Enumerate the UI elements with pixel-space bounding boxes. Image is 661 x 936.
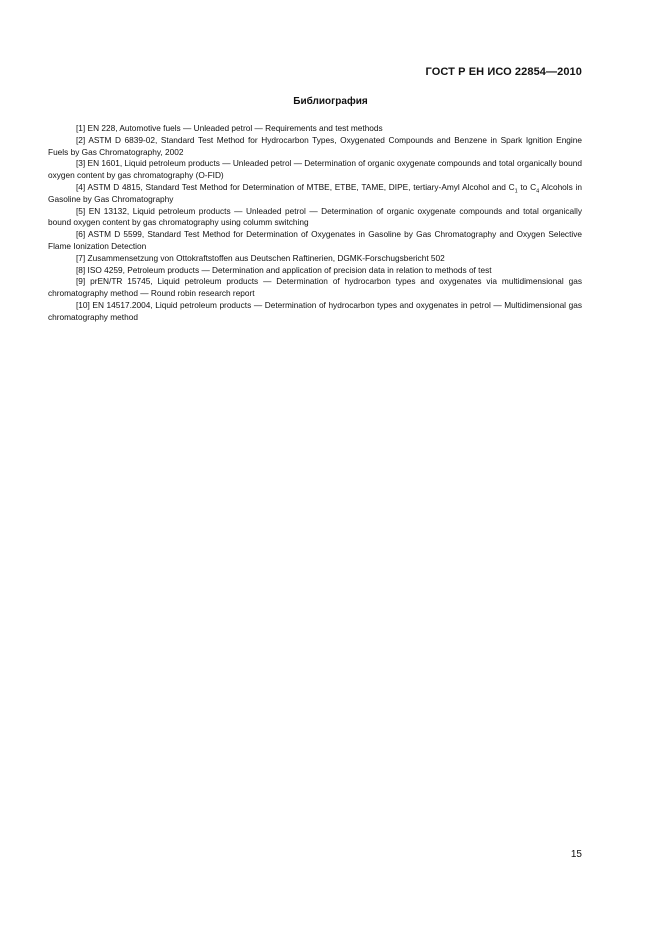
- entry-4-text-start: [4] ASTM D 4815, Standard Test Method for Determination of MTBE, ETBE, TAME, DIPE, tertiary-Amyl Alcohol and C: [76, 181, 515, 192]
- bibliography-entry-6: [6] ASTM D 5599, Standard Test Method for Determination of Oxygenates in Gasoline by Gas Chromatography and Oxygen Selective Flame Ionization Detection: [48, 229, 582, 251]
- bibliography-list: [48, 123, 582, 324]
- bibliography-entry-5: [5] EN 13132, Liquid petroleum products — Unleaded petrol — Determination of organic oxygenate compounds and total organically bound oxygen content by gas chromatography using columm switching: [48, 205, 582, 228]
- entry-4-subscript-1: 1: [514, 188, 518, 195]
- bibliography-entry-8: [8] ISO 4259, Petroleum products — Determination and application of precision data in relation to methods of test: [76, 264, 492, 275]
- bibliography-title: Библиография: [293, 96, 368, 107]
- entry-4-subscript-4: 4: [536, 188, 540, 195]
- bibliography-entry-4: [48, 182, 582, 206]
- bibliography-entry-1: [1] EN 228, Automotive fuels — Unleaded petrol — Requirements and test methods: [76, 123, 383, 133]
- bibliography-entry-7: [7] Zusammensetzung von Ottokraftstoffen aus Deutschen Raftinerien, DGMK-Forschugsbericht 502: [76, 252, 445, 263]
- bibliography-entry-3: [3] EN 1601, Liquid petroleum products — Unleaded petrol — Determination of organic oxygenate compounds and total organically bound oxygen content by gas chromatography (O-FID): [48, 158, 582, 181]
- entry-4-text-middle: to C: [517, 181, 537, 192]
- entry-4-text-end: Alcohols in Gasoline by Gas Chromatography: [48, 181, 582, 204]
- bibliography-entry-10: [10] EN 14517.2004, Liquid petroleum products — Determination of hydrocarbon types and oxygenates in petrol — Multidimensional gas chromatography method: [48, 299, 582, 322]
- bibliography-entry-9: [9] prEN/TR 15745, Liquid petroleum products — Determination of hydrocarbon types and oxygenates via multidimensional gas chromatography method — Round robin research report: [48, 276, 582, 299]
- page-number: 15: [570, 849, 582, 860]
- document-standard-header: ГОСТ Р ЕН ИСО 22854—2010: [425, 66, 582, 78]
- bibliography-entry-2: [2] ASTM D 6839-02, Standard Test Method for Hydrocarbon Types, Oxygenated Compounds and Benzene in Spark Ignition Engine Fuels by Gas Chromatography, 2002: [48, 134, 582, 157]
